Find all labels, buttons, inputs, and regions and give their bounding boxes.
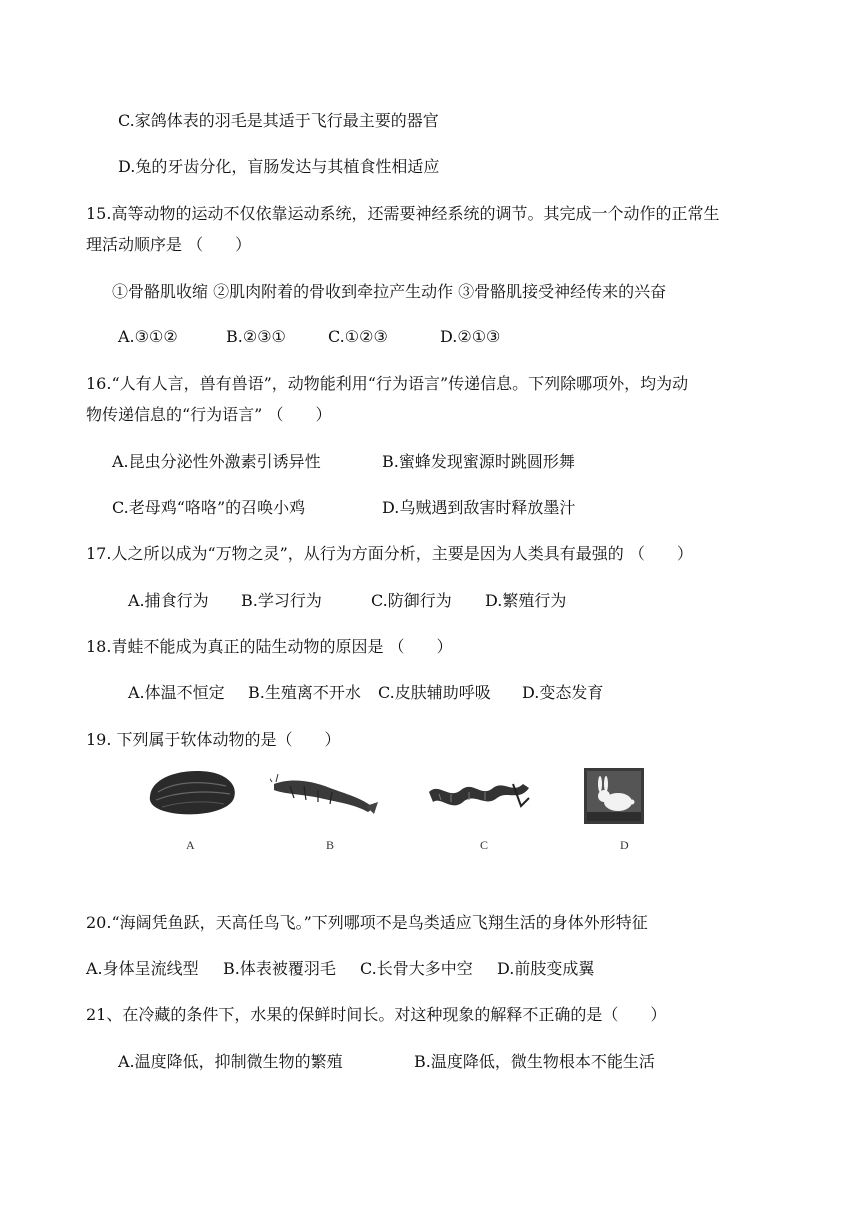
q19-label-c: C xyxy=(480,838,489,852)
q16-stem-line2: 物传递信息的“行为语言” （ ） xyxy=(86,405,332,424)
q15-option-d: D.②①③ xyxy=(440,327,501,346)
q19-figure-row xyxy=(140,762,700,862)
q14-option-d: D.兔的牙齿分化，盲肠发达与其植食性相适应 xyxy=(118,157,440,176)
q18-stem: 18.青蛙不能成为真正的陆生动物的原因是 （ ） xyxy=(86,637,453,656)
q17-option-a: A.捕食行为 xyxy=(128,591,209,610)
q19-label-b: B xyxy=(326,838,335,852)
q17-options xyxy=(128,590,566,612)
q18-option-b: B.生殖离不开水 xyxy=(248,683,361,702)
q19-label-a: A xyxy=(186,838,195,852)
worm-image xyxy=(425,772,535,820)
q16-option-a: A.昆虫分泌性外激素引诱异性 xyxy=(112,452,321,471)
q15-stem-line1: 15.高等动物的运动不仅依靠运动系统，还需要神经系统的调节。其完成一个动作的正常生 xyxy=(86,204,720,223)
q15-options xyxy=(118,326,500,348)
q21-options xyxy=(118,1051,655,1073)
q15-option-a: A.③①② xyxy=(118,327,178,346)
q16-stem-line1: 16.“人有人言，兽有兽语”，动物能利用“行为语言”传递信息。下列除哪项外，均为动 xyxy=(86,374,689,393)
q17-option-d: D.繁殖行为 xyxy=(485,591,567,610)
q18-option-d: D.变态发育 xyxy=(522,683,604,702)
q17-stem: 17.人之所以成为“万物之灵”，从行为方面分析，主要是因为人类具有最强的 （ ） xyxy=(86,544,693,563)
q20-stem: 20.“海阔凭鱼跃，天高任鸟飞。”下列哪项不是鸟类适应飞翔生活的身体外形特征 xyxy=(86,913,648,932)
q16-option-c: C.老母鸡“咯咯”的召唤小鸡 xyxy=(112,498,306,517)
q16-options-row1 xyxy=(112,451,575,473)
q16-option-b: B.蜜蜂发现蜜源时跳圆形舞 xyxy=(382,452,575,471)
q19-label-d: D xyxy=(620,838,629,852)
q18-options xyxy=(128,682,603,704)
q15-steps: ①骨骼肌收缩 ②肌肉附着的骨收到牵拉产生动作 ③骨骼肌接受神经传来的兴奋 xyxy=(112,282,667,301)
q19-stem: 19. 下列属于软体动物的是（ ） xyxy=(86,730,341,749)
q16-options-row2 xyxy=(112,497,575,519)
q21-option-a: A.温度降低，抑制微生物的繁殖 xyxy=(118,1052,343,1071)
shrimp-image xyxy=(270,774,380,818)
q15-option-b: B.②③① xyxy=(226,327,286,346)
q20-options xyxy=(86,958,594,980)
q16-option-d: D.乌贼遇到敌害时释放墨汁 xyxy=(382,498,576,517)
q20-option-c: C.长骨大多中空 xyxy=(360,959,473,978)
q18-option-a: A.体温不恒定 xyxy=(128,683,225,702)
q20-option-b: B.体表被覆羽毛 xyxy=(223,959,336,978)
clam-image xyxy=(144,762,240,822)
q17-option-c: C.防御行为 xyxy=(371,591,452,610)
q21-option-b: B.温度降低，微生物根本不能生活 xyxy=(414,1052,655,1071)
rabbit-image xyxy=(584,768,644,824)
q20-option-a: A.身体呈流线型 xyxy=(86,959,199,978)
q18-option-c: C.皮肤辅助呼吸 xyxy=(378,683,491,702)
q17-option-b: B.学习行为 xyxy=(241,591,322,610)
q14-option-c: C.家鸽体表的羽毛是其适于飞行最主要的器官 xyxy=(118,111,439,130)
q20-option-d: D.前肢变成翼 xyxy=(497,959,595,978)
q15-stem-line2: 理活动顺序是 （ ） xyxy=(86,235,252,254)
q15-option-c: C.①②③ xyxy=(328,327,388,346)
q21-stem: 21、在冷藏的条件下，水果的保鲜时间长。对这种现象的解释不正确的是（ ） xyxy=(86,1005,667,1024)
